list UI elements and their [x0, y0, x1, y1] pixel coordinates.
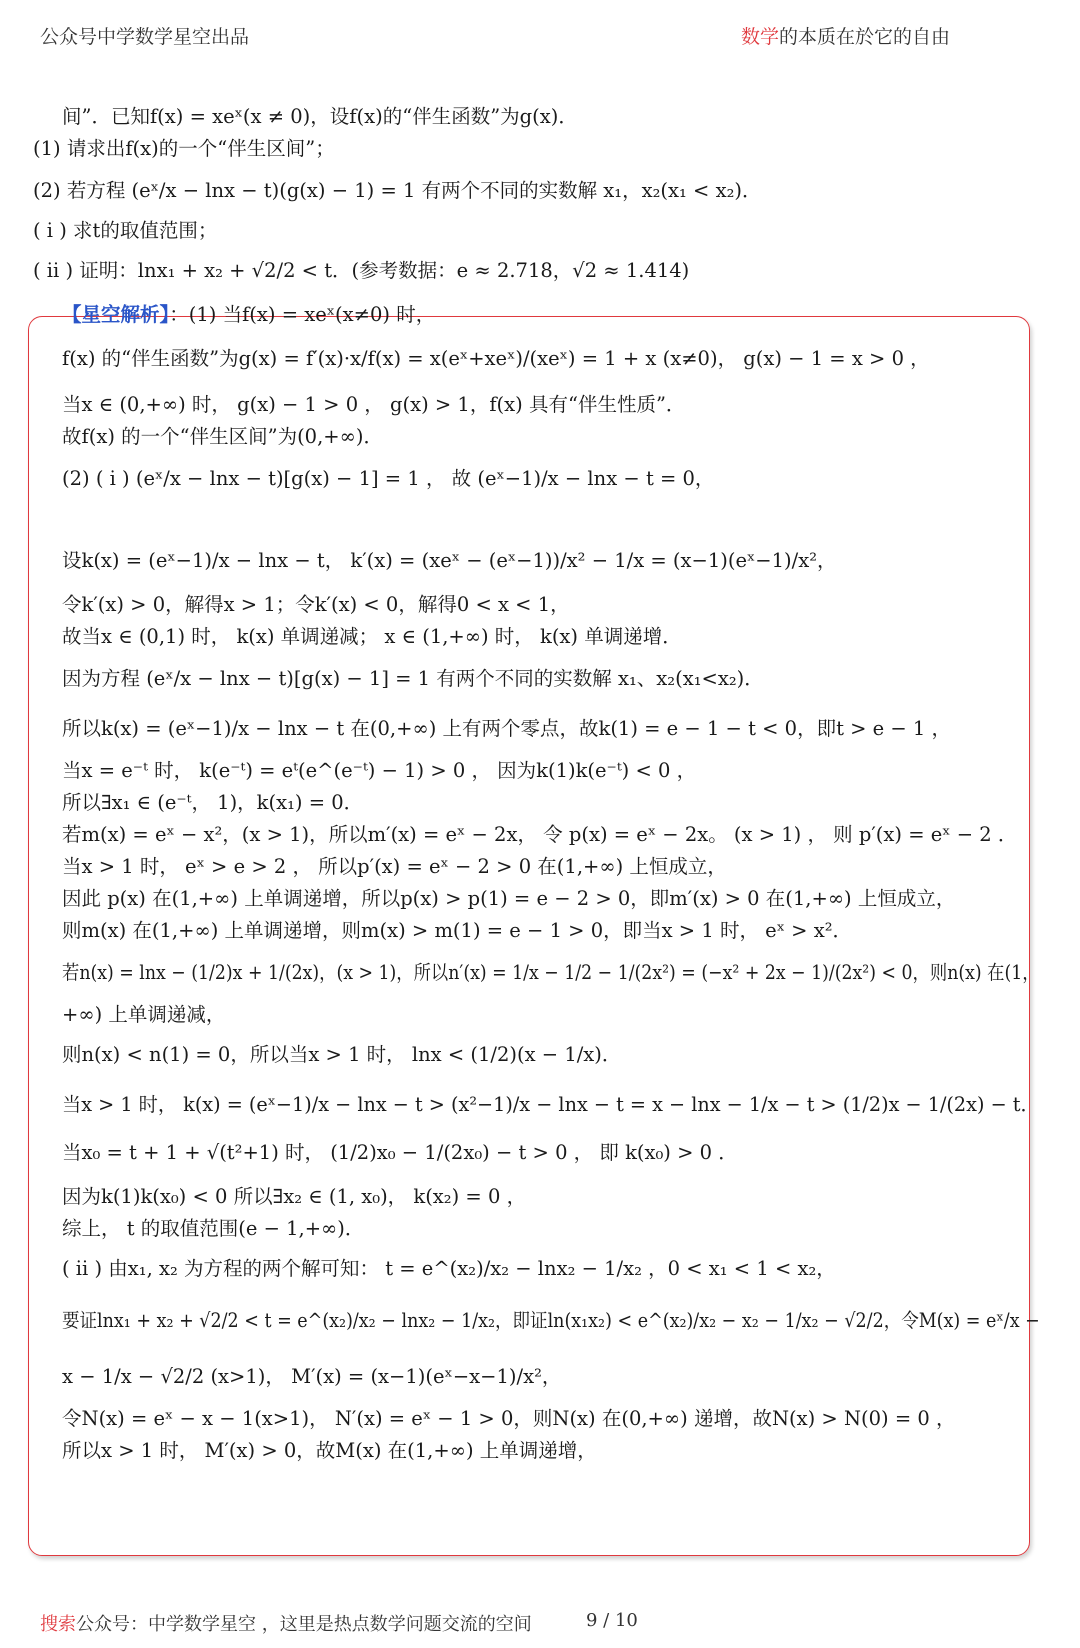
- footer-search: 搜索: [40, 1614, 76, 1635]
- problem-line: (1) 请求出f(x)的一个“伴生区间”；: [33, 137, 335, 160]
- solution-line: 当x > 1 时， k(x) = (eˣ−1)/x − lnx − t > (x²−1)/x − lnx − t = x − lnx − 1/x − t > (1/2)x − 1/(2x) − t．: [62, 1093, 1040, 1116]
- solution-line: 所以∃x₁ ∈ (e⁻ᵗ， 1)，k(x₁) = 0．: [62, 791, 364, 814]
- solution-line: 当x > 1 时， eˣ > e > 2 ， 所以p′(x) = eˣ − 2 > 0 在(1,+∞) 上恒成立，: [62, 855, 727, 878]
- solution-first-text: ：(1) 当f(x) = xeˣ(x≠0) 时，: [169, 303, 436, 326]
- solution-line: 令N(x) = eˣ − x − 1(x>1)， N′(x) = eˣ − 1 > 0，则N(x) 在(0,+∞) 递增，故N(x) > N(0) = 0 ，: [62, 1407, 956, 1430]
- solution-line: (2) ( i ) (eˣ/x − lnx − t)[g(x) − 1] = 1 ， 故 (eˣ−1)/x − lnx − t = 0，: [62, 467, 715, 490]
- solution-first-line: [62, 302, 435, 328]
- solution-line: 则n(x) < n(1) = 0，所以当x > 1 时， lnx < (1/2)(x − 1/x)．: [62, 1043, 622, 1066]
- footer-text: [40, 1610, 532, 1636]
- solution-line: 所以x > 1 时， M′(x) > 0，故M(x) 在(1,+∞) 上单调递增，: [62, 1439, 597, 1462]
- solution-line: 若m(x) = eˣ − x²，(x > 1)，所以m′(x) = eˣ − 2x， 令 p(x) = eˣ − 2x。 (x > 1) ， 则 p′(x) = eˣ − 2 ．: [62, 823, 1018, 846]
- solution-line: 因此 p(x) 在(1,+∞) 上单调递增，所以p(x) > p(1) = e − 2 > 0，即m′(x) > 0 在(1,+∞) 上恒成立，: [62, 887, 956, 910]
- solution-line: 故f(x) 的一个“伴生区间”为(0,+∞)．: [62, 425, 383, 448]
- header-left: 公众号中学数学星空出品: [40, 26, 250, 48]
- footer-note: 公众号：中学数学星空 ，这里是热点数学问题交流的空间: [76, 1614, 532, 1635]
- solution-line: ( ii ) 由x₁, x₂ 为方程的两个解可知： t = e^(x₂)/x₂ − lnx₂ − 1/x₂ ，0 < x₁ < 1 < x₂，: [62, 1257, 836, 1280]
- solution-line: 令k′(x) > 0，解得x > 1；令k′(x) < 0，解得0 < x < 1，: [62, 593, 570, 616]
- solution-line: 当x = e⁻ᵗ 时， k(e⁻ᵗ) = eᵗ(e^(e⁻ᵗ) − 1) > 0 ， 因为k(1)k(e⁻ᵗ) < 0 ，: [62, 759, 697, 782]
- solution-line: 故当x ∈ (0,1) 时， k(x) 单调递减； x ∈ (1,+∞) 时， k(x) 单调递增．: [62, 625, 682, 648]
- solution-line: 设k(x) = (eˣ−1)/x − lnx − t， k′(x) = (xeˣ − (eˣ−1))/x² − 1/x = (x−1)(eˣ−1)/x²，: [62, 549, 837, 572]
- solution-tag: 【星空解析】: [62, 303, 170, 326]
- solution-line: 要证lnx₁ + x₂ + √2/2 < t = e^(x₂)/x₂ − lnx₂ − 1/x₂，即证ln(x₁x₂) < e^(x₂)/x₂ − x₂ − 1/x₂ − √2/2，令M(x) = eˣ/x −: [62, 1309, 1040, 1332]
- header-right: [741, 22, 950, 49]
- header-right-red: 数学: [740, 26, 779, 48]
- problem-line: 间”．已知f(x) = xeˣ(x ≠ 0)，设f(x)的“伴生函数”为g(x)．: [62, 105, 578, 128]
- solution-line: x − 1/x − √2/2 (x>1)， M′(x) = (x−1)(eˣ−x−1)/x²，: [62, 1365, 562, 1388]
- solution-line: 因为方程 (eˣ/x − lnx − t)[g(x) − 1] = 1 有两个不同的实数解 x₁、x₂(x₁<x₂)．: [62, 667, 764, 690]
- solution-line: f(x) 的“伴生函数”为g(x) = f′(x)·x/f(x) = x(eˣ+xeˣ)/(xeˣ) = 1 + x (x≠0)， g(x) − 1 = x > 0 ，: [62, 347, 930, 370]
- problem-line: (2) 若方程 (eˣ/x − lnx − t)(g(x) − 1) = 1 有两个不同的实数解 x₁，x₂(x₁ < x₂)．: [33, 179, 762, 202]
- solution-line: 当x₀ = t + 1 + √(t²+1) 时， (1/2)x₀ − 1/(2x₀) − t > 0 ， 即 k(x₀) > 0 ．: [62, 1141, 738, 1164]
- solution-line: 所以k(x) = (eˣ−1)/x − lnx − t 在(0,+∞) 上有两个零点，故k(1) = e − 1 − t < 0，即t > e − 1 ，: [62, 717, 952, 740]
- solution-line: 当x ∈ (0,+∞) 时， g(x) − 1 > 0 ， g(x) > 1，f(x) 具有“伴生性质”．: [62, 393, 686, 416]
- solution-line: +∞) 上单调递减，: [62, 1003, 226, 1026]
- problem-line: ( ii ) 证明：lnx₁ + x₂ + √2/2 < t．(参考数据：e ≈ 2.718，√2 ≈ 1.414): [33, 259, 690, 282]
- header-right-text: 的本质在於它的自由: [778, 26, 950, 48]
- problem-line: ( i ) 求t的取值范围；: [33, 219, 218, 242]
- solution-line: 因为k(1)k(x₀) < 0 所以∃x₂ ∈ (1, x₀)， k(x₂) = 0 ，: [62, 1185, 527, 1208]
- solution-line: 若n(x) = lnx − (1/2)x + 1/(2x)，(x > 1)，所以n′(x) = 1/x − 1/2 − 1/(2x²) = (−x² + 2x − 1)/(2x²) < 0，则n(x) 在(1，: [62, 961, 1040, 984]
- solution-line: 则m(x) 在(1,+∞) 上单调递增，则m(x) > m(1) = e − 1 > 0，即当x > 1 时， eˣ > x²．: [62, 919, 853, 942]
- solution-line: 综上， t 的取值范围(e − 1,+∞)．: [62, 1217, 365, 1240]
- page-number: 9 / 10: [586, 1610, 638, 1631]
